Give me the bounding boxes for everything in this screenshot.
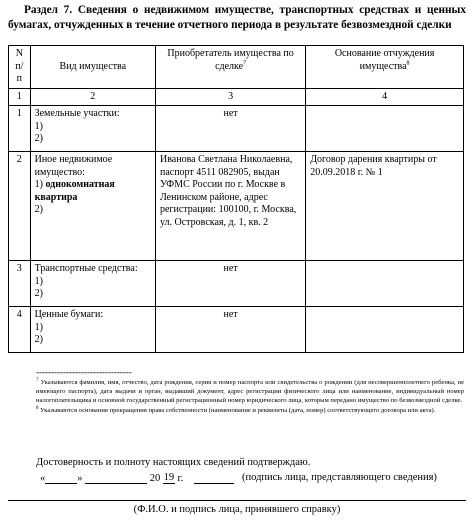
property-type-title: Ценные бумаги:	[34, 309, 104, 320]
property-item-value: однокомнатная квартира	[34, 179, 115, 203]
property-item: 2)	[34, 133, 43, 144]
signature-label: (подпись лица, представляющего сведения)	[242, 472, 437, 483]
open-quote: «	[40, 473, 46, 484]
basis-cell	[306, 261, 464, 307]
property-item: 1)	[34, 275, 43, 287]
header-num: N п/п	[9, 46, 31, 89]
footnote-7-mark: 7	[36, 377, 39, 383]
table-row-vehicles	[9, 261, 464, 307]
table-row-land	[9, 106, 464, 152]
basis-cell	[306, 307, 464, 353]
footnote-ref-7: 7	[243, 60, 247, 67]
date-field	[40, 472, 183, 484]
header-basis	[306, 46, 464, 89]
property-item: 1)	[34, 120, 43, 132]
footnote-8-mark: 8	[36, 405, 39, 411]
year-suffix: г.	[177, 473, 184, 484]
table-index-row	[9, 88, 464, 106]
header-basis-label: Основание отчуждения имущества	[334, 48, 435, 72]
close-quote: »	[77, 473, 83, 484]
property-type-cell	[30, 261, 155, 307]
header-property-type: Вид имущества	[30, 46, 155, 89]
row-num: 2	[9, 152, 31, 261]
footnote-8-text: Указываются основания прекращения права собственности (наименование и реквизиты (дата, номер) соответствующего договора или акта).	[40, 406, 436, 414]
table-row-real-estate	[9, 152, 464, 261]
header-acquirer-label: Приобретатель имущества по сделке	[167, 48, 294, 72]
index-cell: 1	[9, 88, 31, 106]
row-num: 3	[9, 261, 31, 307]
header-acquirer	[155, 46, 305, 89]
property-type-title: Иное недвижимое имущество:	[34, 154, 113, 178]
property-item	[35, 179, 151, 204]
footnote-7-text: Указываются фамилия, имя, отчество, дата рождения, серия и номер паспорта или свидетельства о рождении (для несовершеннолетнего ребенка, не имеющего паспорта), дата выдачи и орган, выдавший документ, адрес регистрации физического лица или наименование, индивидуальный номер налогоплательщика и основной государственный регистрационный номер юридического лица, которым передано имущество по безвозмездной сделке.	[36, 379, 464, 405]
alienated-property-table	[8, 45, 464, 353]
section-heading: Раздел 7. Сведения о недвижимом имуществе, транспортных средствах и ценных бумагах, отчужденных в течение отчетного периода в результате безвозмездной сделки	[8, 4, 466, 31]
index-cell: 3	[155, 88, 305, 106]
property-item: 2)	[34, 334, 43, 345]
property-item: 2)	[34, 204, 43, 215]
row-num: 4	[9, 307, 31, 353]
footnote-ref-8: 8	[406, 60, 410, 67]
table-header-row	[9, 46, 464, 89]
property-type-title: Транспортные средства:	[34, 263, 138, 274]
footnote-divider: --------------------------------	[36, 367, 132, 377]
footnote-7	[36, 378, 464, 406]
footnotes	[36, 378, 464, 415]
property-type-cell	[30, 106, 155, 152]
signature-blank	[194, 472, 234, 484]
index-cell: 4	[306, 88, 464, 106]
acquirer-cell: нет	[155, 106, 305, 152]
basis-cell	[306, 106, 464, 152]
table-row-securities	[9, 307, 464, 353]
footnote-8	[36, 406, 464, 415]
row-num: 1	[9, 106, 31, 152]
basis-cell: Договор дарения квартиры от 20.09.2018 г. № 1	[306, 152, 464, 261]
acquirer-cell: нет	[155, 307, 305, 353]
property-item: 2)	[34, 288, 43, 299]
acquirer-cell: нет	[155, 261, 305, 307]
month-blank	[85, 472, 147, 484]
year-value: 19	[163, 472, 175, 483]
signature-row	[8, 472, 468, 488]
property-type-title: Земельные участки:	[34, 108, 120, 119]
acquirer-cell: Иванова Светлана Николаевна, паспорт 4511 082905, выдан УФМС России по г. Москве в Ленинском районе, адрес регистрации: 100100, г. Москва, ул. Островская, д. 1, кв. 2	[155, 152, 305, 261]
property-item: 1)	[34, 321, 43, 333]
year-prefix: 20	[149, 473, 161, 484]
property-item-prefix: 1)	[34, 179, 43, 190]
property-type-cell	[30, 152, 155, 261]
receiver-label: (Ф.И.О. и подпись лица, принявшего справку)	[133, 504, 341, 515]
index-cell: 2	[30, 88, 155, 106]
property-type-cell	[30, 307, 155, 353]
day-blank	[45, 472, 77, 484]
receiver-line	[8, 492, 466, 501]
confirmation-text: Достоверность и полноту настоящих сведений подтверждаю.	[36, 457, 311, 468]
